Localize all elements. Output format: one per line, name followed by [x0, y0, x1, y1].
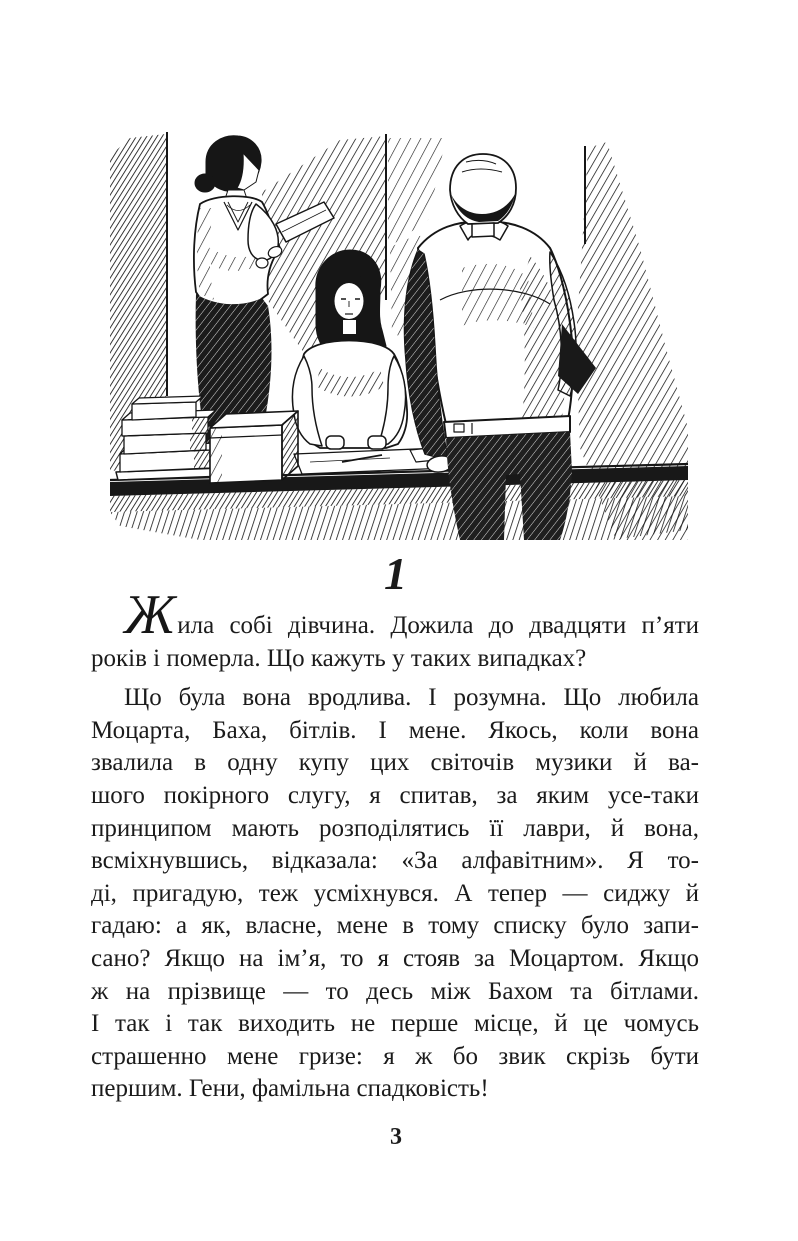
paragraph [91, 584, 699, 675]
text-line: всміхнувшись, відказала: «За алфавітним». Я то- [91, 847, 699, 875]
text-block [91, 584, 699, 1106]
text-line: першим. Гени, фамільна спадковість! [91, 1075, 489, 1103]
paragraph [91, 682, 699, 1106]
text-line: Що була вона вродлива. І розумна. Що любила [124, 684, 699, 712]
drop-cap: Ж [124, 584, 175, 646]
chapter-number: 1 [384, 548, 408, 599]
text-line: звалила в одну купу цих світочів музики й ва- [91, 749, 699, 777]
text-line: ж на прізвище — то десь між Бахом та бітлами. [91, 977, 699, 1005]
text-line: Моцарта, Баха, бітлів. І мене. Якось, коли вона [91, 716, 699, 744]
page-number: 3 [390, 1124, 402, 1150]
text-line: Жила собі дівчина. Дожила до двадцяти п’яти [124, 584, 699, 646]
text-line: І так і так виходить не перше місце, й це чомусь [91, 1010, 699, 1038]
text-line: ді, пригадую, теж усміхнувся. А тепер — сиджу й [91, 879, 699, 907]
text-line: шого покірного слугу, я спитав, за яким усе-таки [91, 781, 699, 809]
text-line: страшенно мене гризе: я ж бо звик скрізь бути [91, 1042, 699, 1070]
text-line: сано? Якщо на ім’я, то я стояв за Моцартом. Якщо [91, 944, 699, 972]
card-box [210, 411, 298, 483]
text-line: років і померла. Що кажуть у таких випадках? [91, 644, 587, 672]
text-line: гадаю: а як, власне, мене в тому списку було запи- [91, 912, 699, 940]
text-line: принципом мають розподілятись її лаври, й вона, [91, 814, 699, 842]
book-illustration [110, 128, 690, 542]
